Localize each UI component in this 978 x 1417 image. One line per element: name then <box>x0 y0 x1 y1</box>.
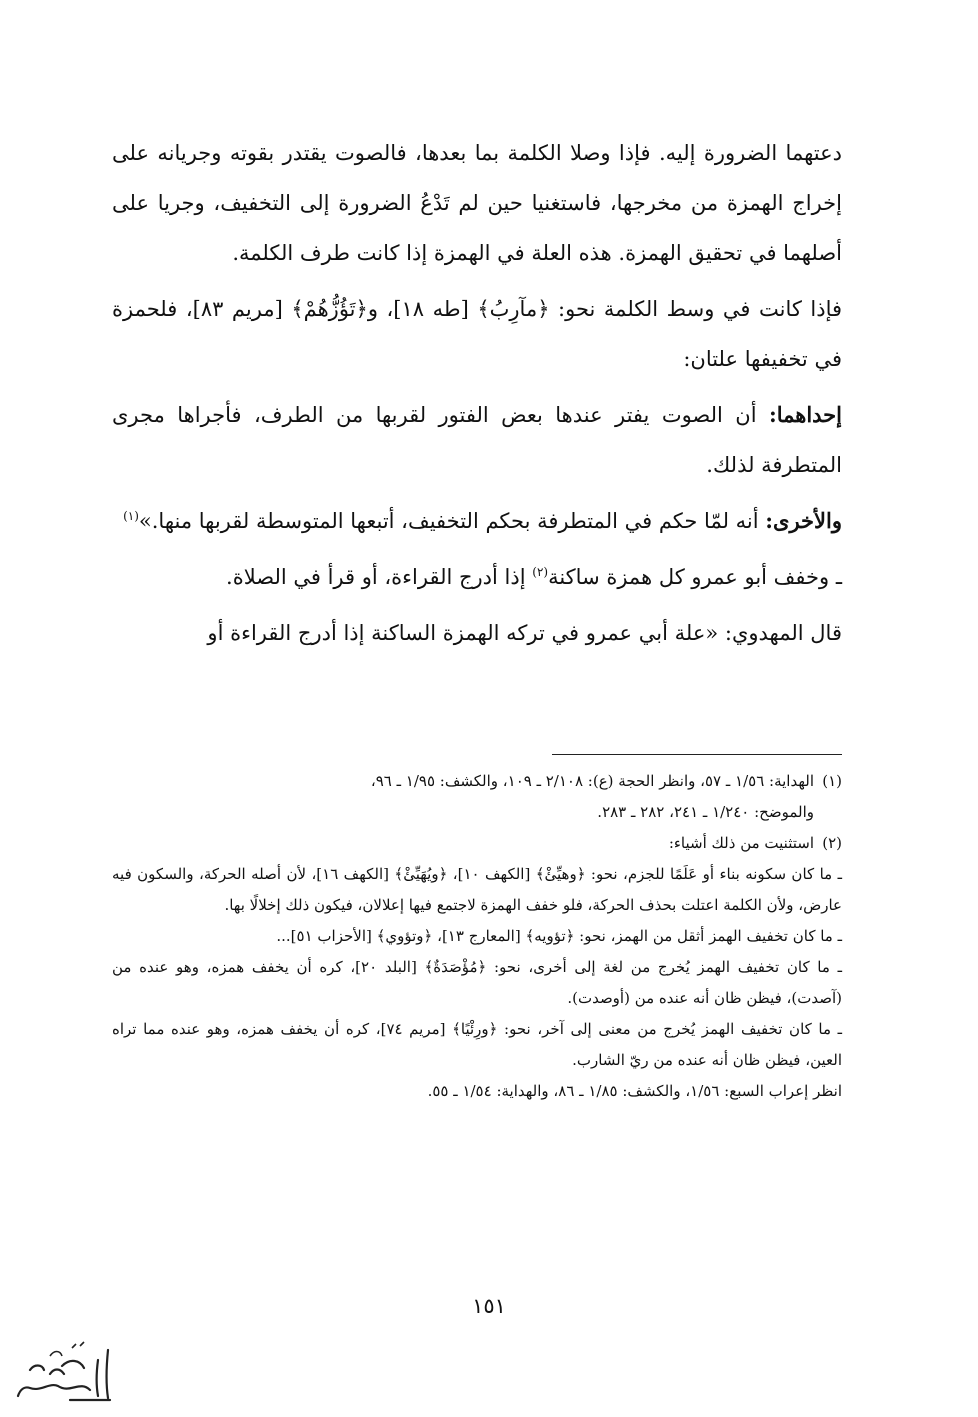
footnote-2-number: (٢) <box>822 834 842 852</box>
main-text <box>112 128 842 664</box>
footnote-2-item-3: ـ ما كان تخفيف الهمز يُخرج من لغة إلى أخرى، نحو: ﴿مُؤْصَدَةٌ﴾ [البلد ٢٠]، كره أن يخفف همزه، وهو عنده من (آصدت)، فيظن ظان أنه عنده من (أوصدت). <box>112 958 842 1007</box>
publisher-logo <box>10 1330 120 1410</box>
paragraph-3-body: أن الصوت يفتر عندها بعض الفتور لقربها من الطرف، فأجراها مجرى المتطرفة لذلك. <box>112 403 842 477</box>
footnote-1-text-a: الهداية: ١/٥٦ ـ ٥٧، وانظر الحجة (ع): ٢/١٠٨ ـ ١٠٩، والكشف: ١/٩٥ ـ ٩٦، <box>370 772 814 790</box>
footnote-2-item-1: ـ ما كان سكونه بناء أو عَلَمًا للجزم، نحو: ﴿وهيِّئْ﴾ [الكهف ١٠]، ﴿ويُهَيِّئْ﴾ [الكهف ١٦]، لأن أصله الحركة، والسكون فيه عارض، ولأن الكلمة اعتلت بحذف الحركة، فلو خفف الهمزة لاجتمع فيها إعلالان، فيكون ذلك إخلالًا بها. <box>112 865 842 914</box>
footnote-2-item-2: ـ ما كان تخفيف الهمز أثقل من الهمز، نحو: ﴿تؤويه﴾ [المعارج ١٣]، ﴿وتؤوي﴾ [الأحزاب ٥١]... <box>276 927 842 945</box>
paragraph-3-lead: إحداهما: <box>768 402 842 427</box>
paragraph-4 <box>112 496 842 546</box>
paragraph-3 <box>112 390 842 490</box>
footnote-2-line-a <box>112 828 842 859</box>
paragraph-2: فإذا كانت في وسط الكلمة نحو: ﴿مآرِبُ﴾ [طه ١٨]، و﴿تَؤُزُّهُمْ﴾ [مريم ٨٣]، فلحمزة في تخفيفها علتان: <box>112 297 843 371</box>
footnote-2-sources: انظر إعراب السبع: ١/٥٦، والكشف: ١/٨٥ ـ ٨٦، والهداية: ١/٥٤ ـ ٥٥. <box>427 1082 842 1100</box>
paragraph-4-body: أنه لمّا حكم في المتطرفة بحكم التخفيف، أتبعها المتوسطة لقربها منها.» <box>138 509 766 533</box>
paragraph-5 <box>112 552 842 602</box>
paragraph-1: دعتهما الضرورة إليه. فإذا وصلا الكلمة بما بعدها، فالصوت يقتدر بقوته وجريانه على إخراج الهمزة من مخرجها، فاستغنيا حين لم تَدْعُ الضرورة إلى التخفيف، وجريا على أصلهما في تحقيق الهمزة. هذه العلة في الهمزة إذا كانت طرف الكلمة. <box>112 141 842 265</box>
paragraph-6: قال المهدوي: «علة أبي عمرو في تركه الهمزة الساكنة إذا أدرج القراءة أو <box>207 621 842 645</box>
paragraph-4-lead: والأخرى: <box>765 508 842 533</box>
footnote-1-line-a <box>112 766 842 797</box>
paragraph-5-body: ـ وخفف أبو عمرو كل همزة ساكنة <box>548 565 842 589</box>
paragraph-5-tail: إذا أدرج القراءة، أو قرأ في الصلاة. <box>226 565 533 589</box>
footnote-2-text-a: استثنيت من ذلك أشياء: <box>668 834 814 852</box>
footnote-2-item-4: ـ ما كان تخفيف الهمز يُخرج من معنى إلى آخر، نحو: ﴿ورِئْيًا﴾ [مريم ٧٤]، كره أن يخفف همزه، وهو عنده مما تراه العين، فيظن ظان أنه عنده من ريّ الشارب. <box>112 1020 842 1069</box>
footnotes <box>112 766 842 1107</box>
footnote-1-text-b: والموضح: ١/٢٤٠ ـ ٢٤١، ٢٨٢ ـ ٢٨٣. <box>597 803 814 821</box>
footnote-ref-2[interactable]: (٢) <box>532 565 549 579</box>
footnote-divider <box>552 754 842 755</box>
footnote-1-number: (١) <box>822 772 842 790</box>
page-number: ١٥١ <box>472 1294 506 1318</box>
footnote-ref-1[interactable]: (١) <box>123 509 139 523</box>
